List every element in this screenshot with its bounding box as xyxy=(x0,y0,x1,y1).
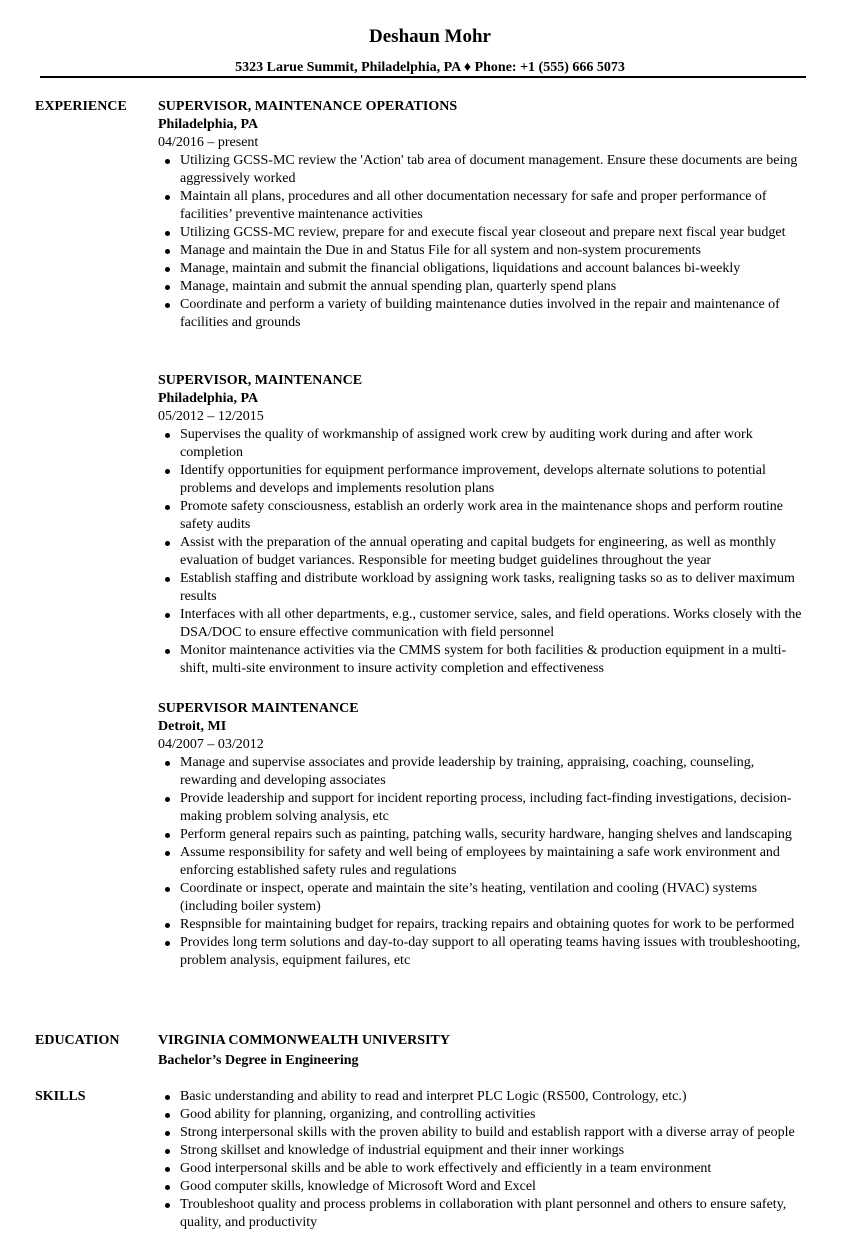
job-bullet-list xyxy=(158,152,810,332)
bullet-text: Manage, maintain and submit the annual spending plan, quarterly spend plans xyxy=(180,279,617,294)
job-bullet xyxy=(158,296,810,332)
skill-text: Strong skillset and knowledge of industrial equipment and their inner workings xyxy=(180,1143,625,1158)
job-bullet xyxy=(158,462,810,498)
skill-item xyxy=(158,1088,810,1106)
bullet-icon xyxy=(165,1113,170,1118)
bullet-text: Perform general repairs such as painting, patching walls, security hardware, hanging shelves and landscaping xyxy=(180,827,792,842)
skills-body xyxy=(158,1088,810,1232)
bullet-icon xyxy=(165,577,170,582)
job-bullet xyxy=(158,260,810,278)
bullet-text: Utilizing GCSS-MC review the 'Action' tab area of document management. Ensure these documents are being aggressively worked xyxy=(180,153,798,186)
bullet-icon xyxy=(165,433,170,438)
job-bullet xyxy=(158,606,810,642)
job-bullet xyxy=(158,642,810,678)
job-location: Philadelphia, PA xyxy=(158,117,259,132)
skill-item xyxy=(158,1160,810,1178)
job-bullet xyxy=(158,934,810,970)
skill-text: Good computer skills, knowledge of Microsoft Word and Excel xyxy=(180,1179,536,1194)
job-bullet xyxy=(158,754,810,790)
bullet-icon xyxy=(165,249,170,254)
bullet-icon xyxy=(165,195,170,200)
skill-text: Good ability for planning, organizing, and controlling activities xyxy=(180,1107,536,1122)
skill-text: Troubleshoot quality and process problems in collaboration with plant personnel and others to ensure safety, quality, and productivity xyxy=(180,1197,787,1230)
resume-header xyxy=(0,0,860,77)
school-name: VIRGINIA COMMONWEALTH UNIVERSITY xyxy=(158,1033,450,1048)
bullet-text: Utilizing GCSS-MC review, prepare for and execute fiscal year closeout and prepare next fiscal year budget xyxy=(180,225,786,240)
bullet-text: Assist with the preparation of the annual operating and capital budgets for engineering, as well as monthly evaluation of budget variances. Responsible for meeting budget guidelines throughout the year xyxy=(180,535,777,568)
bullet-icon xyxy=(165,1203,170,1208)
job-dates: 04/2007 – 03/2012 xyxy=(158,737,264,752)
bullet-text: Assume responsibility for safety and well being of employees by maintaining a safe work environment and enforcing established safety rules and regulations xyxy=(180,845,780,878)
job-title: SUPERVISOR MAINTENANCE xyxy=(158,701,359,716)
job-dates: 05/2012 – 12/2015 xyxy=(158,409,264,424)
education-body xyxy=(158,1032,810,1070)
job-title: SUPERVISOR, MAINTENANCE OPERATIONS xyxy=(158,99,458,114)
bullet-icon xyxy=(165,267,170,272)
job-bullet xyxy=(158,534,810,570)
bullet-icon xyxy=(165,887,170,892)
bullet-text: Provide leadership and support for incident reporting process, including fact-finding investigations, decision-making problem solving analysis, etc xyxy=(180,791,792,824)
contact-line: 5323 Larue Summit, Philadelphia, PA ♦ Phone: +1 (555) 666 5073 xyxy=(235,60,625,75)
bullet-text: Promote safety consciousness, establish an orderly work area in the maintenance shops and perform routine safety audits xyxy=(180,499,783,532)
candidate-name: Deshaun Mohr xyxy=(369,26,491,47)
bullet-icon xyxy=(165,1185,170,1190)
bullet-icon xyxy=(165,923,170,928)
job-bullet xyxy=(158,498,810,534)
job-location: Philadelphia, PA xyxy=(158,391,259,406)
header-divider xyxy=(40,76,806,78)
job-bullet xyxy=(158,916,810,934)
job-bullet xyxy=(158,790,810,826)
skill-item xyxy=(158,1124,810,1142)
bullet-icon xyxy=(165,541,170,546)
bullet-text: Monitor maintenance activities via the CMMS system for both facilities & production equipment in a multi-shift, multi-site environment to insure activity completion and effectiveness xyxy=(180,643,787,676)
job-bullet xyxy=(158,880,810,916)
bullet-icon xyxy=(165,761,170,766)
job-bullet xyxy=(158,426,810,462)
bullet-icon xyxy=(165,1167,170,1172)
bullet-text: Maintain all plans, procedures and all other documentation necessary for safe and proper performance of facilities’ preventive maintenance activities xyxy=(180,189,767,222)
job-bullet xyxy=(158,224,810,242)
bullet-icon xyxy=(165,613,170,618)
skill-item xyxy=(158,1142,810,1160)
bullet-icon xyxy=(165,285,170,290)
section-label-education: EDUCATION xyxy=(35,1033,120,1048)
bullet-icon xyxy=(165,303,170,308)
job-location: Detroit, MI xyxy=(158,719,227,734)
job-bullet-list xyxy=(158,426,810,678)
bullet-text: Identify opportunities for equipment performance improvement, develops alternate solutions to potential problems and develops and implements resolution plans xyxy=(180,463,766,496)
job-entry xyxy=(158,700,810,970)
bullet-icon xyxy=(165,231,170,236)
bullet-text: Supervises the quality of workmanship of assigned work crew by auditing work during and after work completion xyxy=(180,427,753,460)
skill-text: Good interpersonal skills and be able to work effectively and efficiently in a team environment xyxy=(180,1161,712,1176)
bullet-icon xyxy=(165,159,170,164)
bullet-text: Coordinate or inspect, operate and maintain the site’s heating, ventilation and cooling (HVAC) systems (including boiler system) xyxy=(180,881,758,914)
job-bullet xyxy=(158,188,810,224)
section-label-skills: SKILLS xyxy=(35,1089,86,1104)
job-bullet xyxy=(158,242,810,260)
skill-item xyxy=(158,1196,810,1232)
job-entry xyxy=(158,372,810,678)
job-bullet xyxy=(158,826,810,844)
bullet-text: Coordinate and perform a variety of building maintenance duties involved in the repair and maintenance of facilities and grounds xyxy=(180,297,780,330)
section-label-experience: EXPERIENCE xyxy=(35,99,127,114)
job-entry xyxy=(158,98,810,332)
bullet-icon xyxy=(165,1095,170,1100)
bullet-text: Establish staffing and distribute workload by assigning work tasks, realigning tasks so as to deliver maximum results xyxy=(180,571,795,604)
bullet-text: Manage, maintain and submit the financial obligations, liquidations and account balances bi-weekly xyxy=(180,261,741,276)
bullet-icon xyxy=(165,469,170,474)
job-dates: 04/2016 – present xyxy=(158,135,259,150)
job-bullet-list xyxy=(158,754,810,970)
bullet-icon xyxy=(165,505,170,510)
bullet-icon xyxy=(165,797,170,802)
job-title: SUPERVISOR, MAINTENANCE xyxy=(158,373,363,388)
job-bullet xyxy=(158,278,810,296)
skill-text: Basic understanding and ability to read and interpret PLC Logic (RS500, Contrology, etc.) xyxy=(180,1089,687,1104)
bullet-icon xyxy=(165,833,170,838)
bullet-icon xyxy=(165,649,170,654)
bullet-text: Provides long term solutions and day-to-day support to all operating teams having issues with troubleshooting, problem analysis, equipment failures, etc xyxy=(180,935,801,968)
bullet-text: Interfaces with all other departments, e.g., customer service, sales, and field operations. Works closely with the DSA/DOC to ensure effective communication with field personnel xyxy=(180,607,802,640)
bullet-text: Manage and supervise associates and provide leadership by training, appraising, coaching, counseling, rewarding and developing associates xyxy=(180,755,755,788)
skills-list xyxy=(158,1088,810,1232)
bullet-icon xyxy=(165,1149,170,1154)
bullet-text: Manage and maintain the Due in and Status File for all system and non-system procurements xyxy=(180,243,701,258)
skill-item xyxy=(158,1178,810,1196)
bullet-icon xyxy=(165,851,170,856)
skill-item xyxy=(158,1106,810,1124)
job-bullet xyxy=(158,570,810,606)
bullet-icon xyxy=(165,1131,170,1136)
skill-text: Strong interpersonal skills with the proven ability to build and establish rapport with a diverse array of people xyxy=(180,1125,795,1140)
bullet-icon xyxy=(165,941,170,946)
bullet-text: Respnsible for maintaining budget for repairs, tracking repairs and obtaining quotes for work to be performed xyxy=(180,917,795,932)
job-bullet xyxy=(158,152,810,188)
job-bullet xyxy=(158,844,810,880)
degree-name: Bachelor’s Degree in Engineering xyxy=(158,1053,359,1068)
